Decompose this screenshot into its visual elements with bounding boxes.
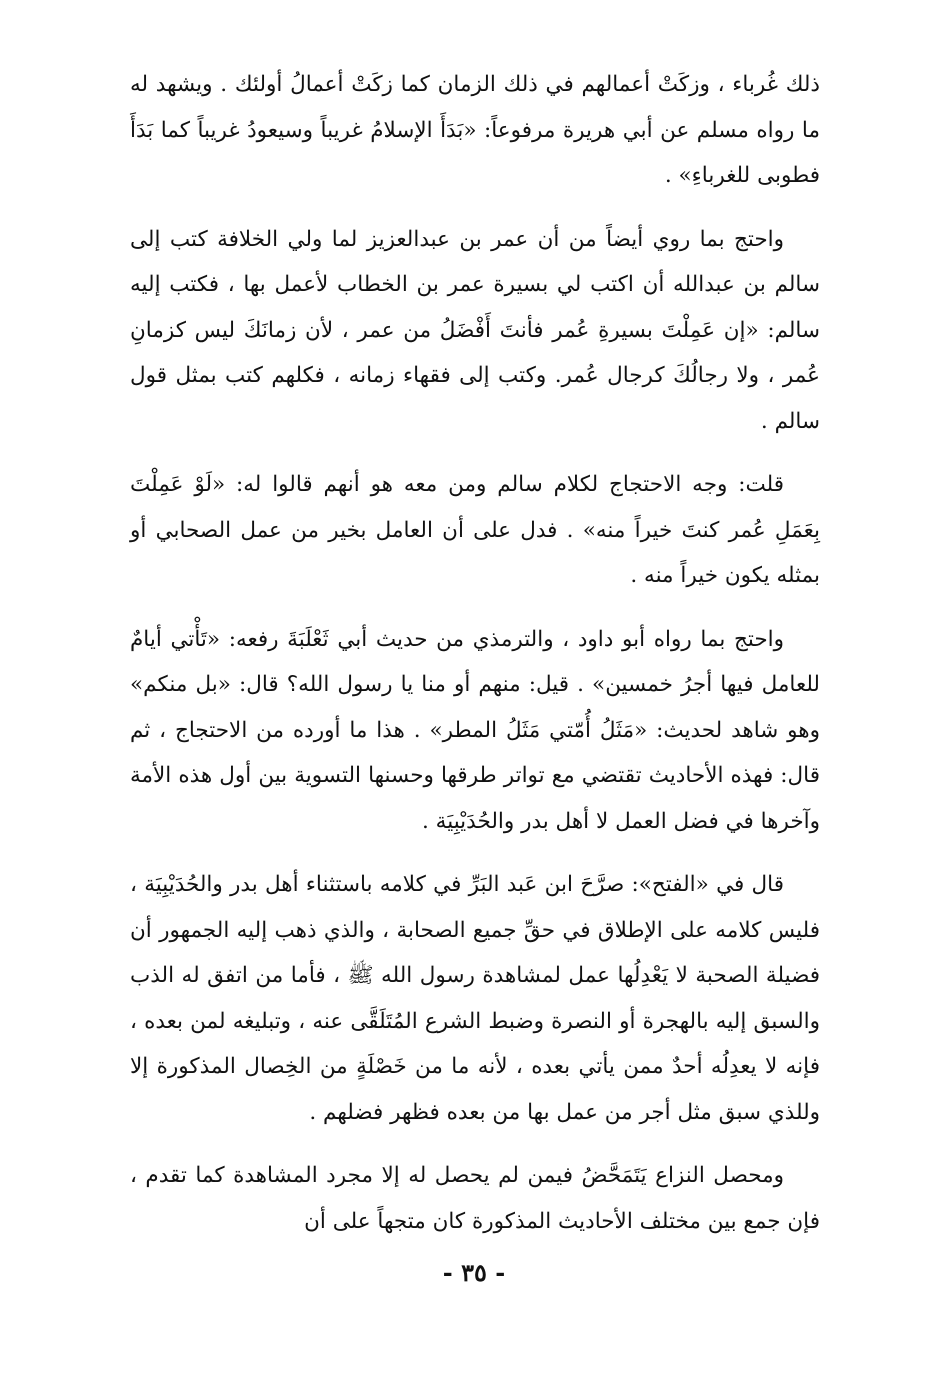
paragraph-4: واحتج بما رواه أبو داود ، والترمذي من حديث أبي ثَعْلَبَةَ رفعه: «تَأْتي أيامٌ للعامل فيها أجرُ خمسين» . قيل: منهم أو منا يا رسول الله؟ قال: «بل منكم» وهو شاهد لحديث: «مَثَلُ أُمّتي مَثَلُ المطر» . هذا ما أورده من الاحتجاج ، ثم قال: فهذه الأحاديث تقتضي مع تواتر طرقها وحسنها التسوية بين أول هذه الأمة وآخرها في فضل العمل لا أهل بدر والحُدَيْبِيَة . [130, 626, 820, 834]
paragraph-1: ذلك غُرباء ، وزكَتْ أعمالهم في ذلك الزمان كما زكَتْ أعمالُ أولئك . ويشهد له ما رواه مسلم عن أبي هريرة مرفوعاً: «بَدَأَ الإسلامُ غريباً وسيعودُ غريباً كما بَدَأَ فطوبى للغرباءِ» . [130, 72, 820, 188]
paragraph-5: قال في «الفتح»: صرَّحَ ابن عَبد البَرِّ في كلامه باستثناء أهل بدر والحُدَيْبِيَة ، فليس كلامه على الإطلاق في حقِّ جميع الصحابة ، والذي ذهب إليه الجمهور أن فضيلة الصحبة لا يَعْدِلُها عمل لمشاهدة رسول الله ﷺ ، فأما من اتفق له الذب والسبق إليه بالهجرة أو النصرة وضبط الشرع المُتَلَقَّى عنه ، وتبليغه لمن بعده ، فإنه لا يعدِلُه أحدٌ ممن يأتي بعده ، لأنه ما من خَصْلَةٍ من الخِصال المذكورة إلا وللذي سبق مثل أجر من عمل بها من بعده فظهر فضلهم . [130, 872, 820, 1125]
page-body [130, 62, 820, 1262]
paragraph-6: ومحصل النزاع يَتَمَحَّضُ فيمن لم يحصل له إلا مجرد المشاهدة كما تقدم ، فإن جمع بين مختلف الأحاديث المذكورة كان متجهاً على أن [130, 1163, 820, 1234]
page-number: - ٣٥ - [442, 1258, 506, 1287]
paragraph-3: قلت: وجه الاحتجاج لكلام سالم ومن معه هو أنهم قالوا له: «لَوْ عَمِلْتَ بِعَمَلِ عُمر كنتَ خيراً منه» . فدل على أن العامل بخير من عمل الصحابي أو بمثله يكون خيراً منه . [130, 472, 820, 588]
paragraph-2: واحتج بما روي أيضاً من أن عمر بن عبدالعزيز لما ولي الخلافة كتب إلى سالم بن عبدالله أن اكتب لي بسيرة عمر بن الخطاب لأعمل بها ، فكتب إليه سالم: «إن عَمِلْتَ بسيرةِ عُمر فأنتَ أَفْضَلُ من عمر ، لأن زمانَكَ ليس كزمانِ عُمر ، ولا رجالُكَ كرجال عُمر. وكتب إلى فقهاء زمانه ، فكلهم كتب بمثل قول سالم . [130, 226, 820, 434]
